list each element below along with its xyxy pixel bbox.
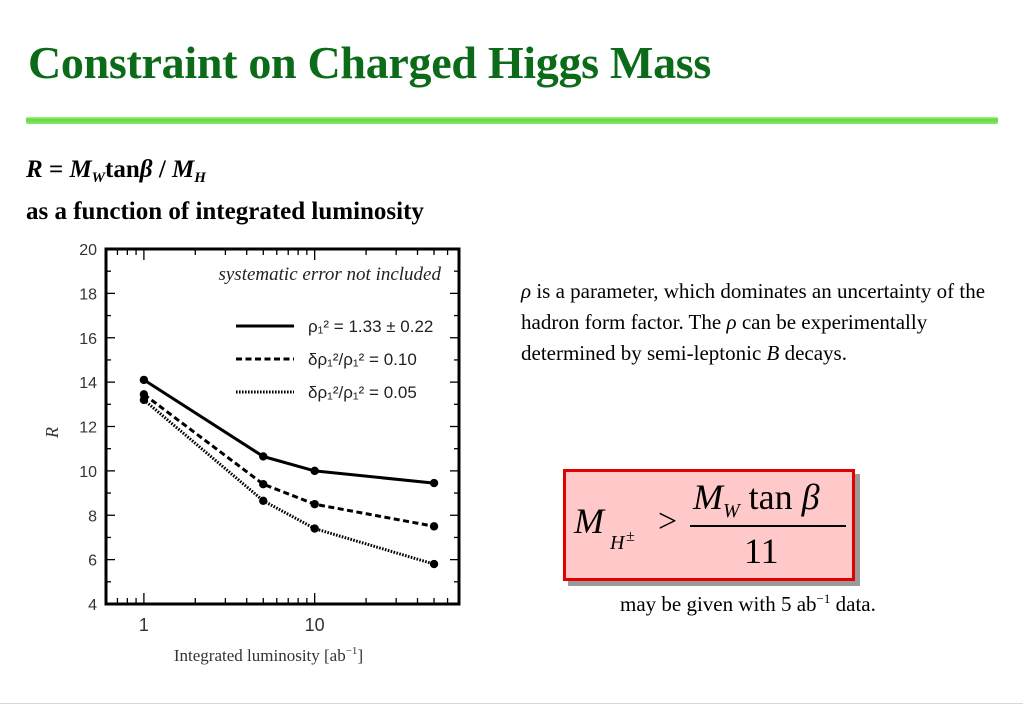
- y-tick-label: 4: [88, 597, 97, 614]
- chart-svg: [40, 236, 470, 676]
- m-symbol-2: M: [172, 156, 195, 183]
- plot-frame: [106, 249, 459, 604]
- y-tick-label: 10: [79, 463, 97, 481]
- formula-h-subscript: H: [610, 532, 625, 554]
- x-tick-label: 10: [304, 615, 325, 635]
- series-3-point: [310, 524, 318, 532]
- slide-title: Constraint on Charged Higgs Mass: [28, 37, 712, 88]
- ratio-definition: [26, 153, 424, 195]
- slash: /: [152, 156, 173, 183]
- mass-bound-formula: [563, 469, 855, 581]
- systematic-error-annotation: systematic error not included: [218, 264, 441, 285]
- equals-sign: =: [42, 156, 70, 183]
- y-axis-label: R: [42, 427, 62, 438]
- tan-text: tan: [105, 156, 140, 183]
- formula-plus-minus: ±: [626, 528, 635, 545]
- x-axis-label: Integrated luminosity $[ab^{-1}]$: [173, 645, 364, 665]
- formula-m: M: [574, 501, 604, 541]
- formula-num-w: W: [723, 500, 740, 522]
- series-2-point: [430, 522, 438, 530]
- y-tick-label: 16: [79, 330, 97, 348]
- subtitle-line-2: as a function of integrated luminosity: [26, 198, 424, 225]
- title-underline: [26, 117, 998, 124]
- rho-symbol-2: ρ: [726, 310, 737, 334]
- m-symbol: M: [69, 156, 92, 183]
- h-subscript: H: [194, 170, 206, 186]
- formula-num-tan: tan: [748, 477, 793, 517]
- rho-description: [521, 276, 991, 369]
- note-superscript: −1: [816, 591, 831, 606]
- bottom-divider: [0, 703, 1023, 704]
- note-text: may be given with 5 ab: [620, 592, 817, 616]
- series-3-point: [140, 396, 148, 404]
- series-2-point: [259, 480, 267, 488]
- x-tick-label: 1: [138, 615, 149, 635]
- y-tick-label: 14: [79, 375, 97, 393]
- series-line-3: [144, 400, 434, 564]
- y-tick-label: 18: [79, 286, 97, 304]
- formula-num-m: M: [693, 477, 723, 517]
- series-2-point: [310, 500, 318, 508]
- slide-subtitle: [26, 153, 424, 229]
- y-tick-label: 20: [79, 242, 97, 259]
- description-text-1: is a parameter, which dominates an uncertainty of the hadron form factor. The: [521, 279, 986, 334]
- formula-greater-than: >: [658, 503, 678, 540]
- data-note: [620, 591, 876, 617]
- series-1-point: [140, 376, 148, 384]
- formula-denominator: 11: [744, 531, 779, 571]
- rho-symbol: ρ: [521, 279, 532, 303]
- series-3-point: [259, 497, 267, 505]
- formula-numerator: [693, 476, 820, 523]
- luminosity-chart: [40, 236, 470, 676]
- description-text-2: can be experimentally determined by semi-leptonic: [521, 310, 928, 365]
- y-tick-label: 6: [88, 552, 97, 570]
- y-tick-label: 12: [79, 419, 97, 437]
- description-text-3: decays.: [779, 341, 847, 365]
- y-tick-label: 8: [88, 508, 97, 526]
- beta-symbol: β: [139, 156, 153, 183]
- w-subscript: W: [91, 170, 106, 186]
- legend-label-3: δρ₁²/ρ₁² = 0.05: [308, 383, 417, 402]
- note-text-end: data.: [830, 592, 876, 616]
- series-1-point: [259, 452, 267, 460]
- formula-num-beta: β: [801, 477, 820, 517]
- fraction-bar: [690, 525, 846, 527]
- b-symbol: B: [766, 341, 780, 365]
- series-1-point: [310, 467, 318, 475]
- r-symbol: R: [26, 156, 43, 183]
- series-line-2: [144, 394, 434, 526]
- legend-label-1: ρ₁² = 1.33 ± 0.22: [308, 317, 434, 336]
- series-3-point: [430, 560, 438, 568]
- legend-label-2: δρ₁²/ρ₁² = 0.10: [308, 350, 417, 369]
- series-1-point: [430, 479, 438, 487]
